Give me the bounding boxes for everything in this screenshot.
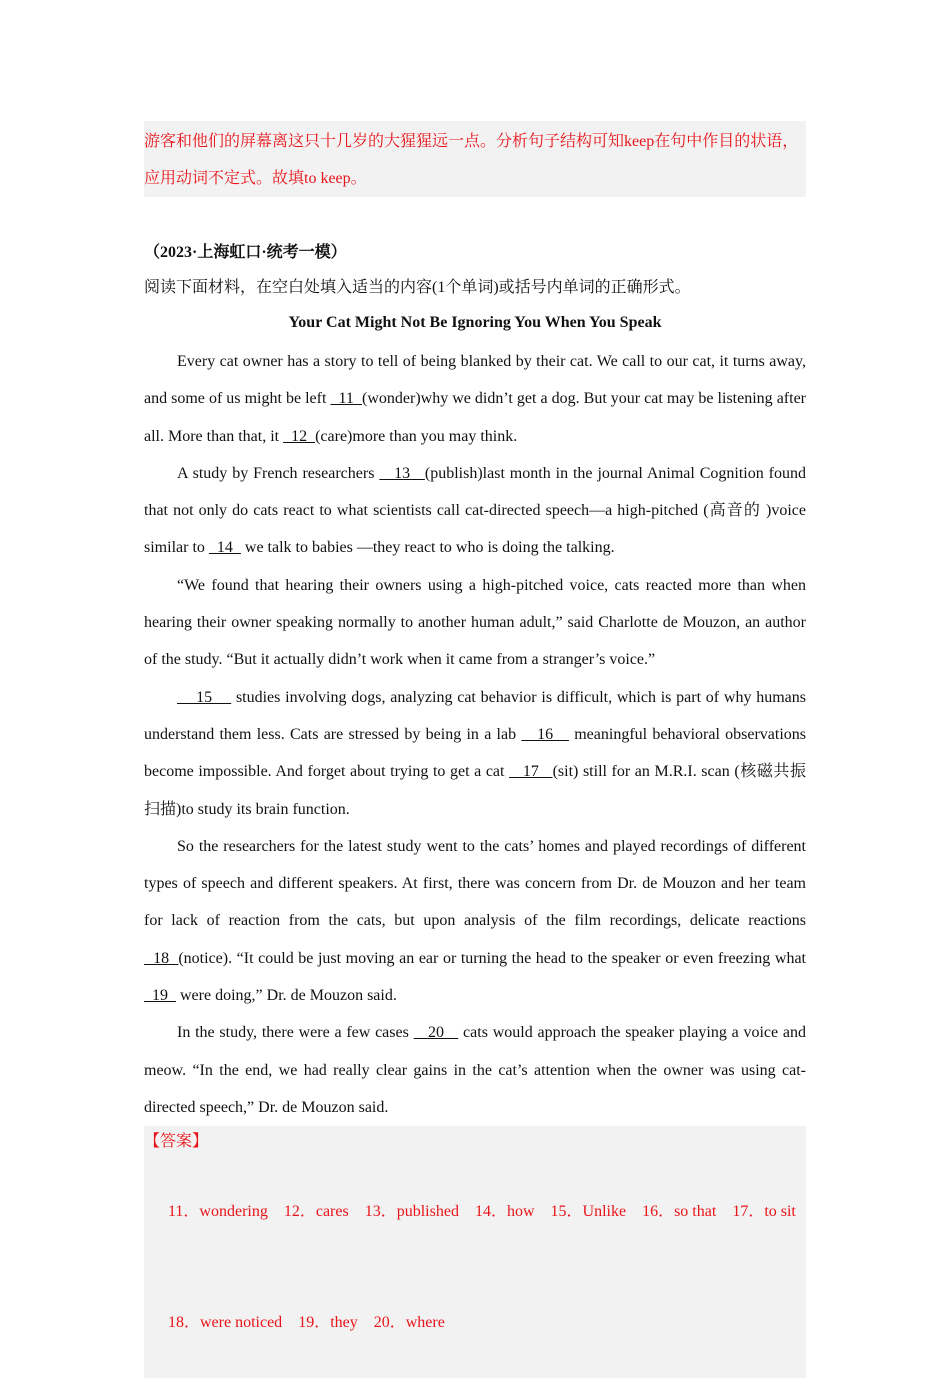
answer-label: 【答案】: [144, 1133, 209, 1151]
paragraph-3: “We found that hearing their owners using a high-pitched voice, cats reacted more than when hearing their owner speaking normally to another human adult,” said Charlotte de Mouzon, an author of the study. “But it actually didn’t work when it came from a stranger’s voice.”: [144, 576, 806, 669]
answer-17: 17．to sit: [732, 1203, 796, 1221]
blank-15: 15: [177, 688, 232, 706]
answer-19: 19．they: [298, 1314, 358, 1332]
answer-15: 15．Unlike: [550, 1203, 627, 1221]
blank-11: 11: [330, 390, 362, 408]
answer-18: 18．were noticed: [168, 1314, 283, 1332]
answer-line-1: [144, 1156, 806, 1267]
answer-16: 16．so that: [642, 1203, 717, 1221]
blank-17: 17: [509, 763, 553, 781]
blank-12: 12: [283, 427, 316, 445]
paragraph-4: 15 studies involving dogs, analyzing cat behavior is difficult, which is part of why humans understand them less. Cats are stressed by being in a lab 16 meaningful behavioral observations become impossible. And forget about trying to get a cat 17 (sit) still for an M.R.I. scan (核磁共振扫描)to study its brain function.: [144, 688, 807, 818]
answer-block: [144, 1126, 806, 1378]
paragraph-2: A study by French researchers 13 (publish)last month in the journal Animal Cognition found that not only do cats react to what scientists call cat-directed speech—a high-pitched (高音的 )voice similar to 14 we talk to babies —they react to who is doing the talking.: [144, 464, 807, 557]
blank-16: 16: [521, 725, 569, 743]
instructions: 阅读下面材料，在空白处填入适当的内容(1个单词)或括号内单词的正确形式。: [144, 279, 691, 296]
paragraph-1: Every cat owner has a story to tell of being blanked by their cat. We call to our cat, it turns away, and some of us might be left 11 (wonder)why we didn’t get a dog. But your cat may be listening after all. More than that, it 12 (care)more than you may think.: [144, 353, 807, 445]
paragraph-5: So the researchers for the latest study went to the cats’ homes and played recordings of different types of speech and different speakers. At first, there was concern from Dr. de Mouzon and her team for lack of reaction from the cats, but upon analysis of the film recordings, delicate reactions 18 (notice). “It could be just moving an ear or turning the head to the speaker or even freezing what 19 were doing,” Dr. de Mouzon said.: [144, 837, 806, 1005]
blank-14: 14: [208, 539, 241, 557]
previous-answer-explanation: 游客和他们的屏幕离这只十几岁的大猩猩远一点。分析句子结构可知keep在句中作目的状语，应用动词不定式。故填to keep。: [144, 121, 806, 197]
blank-13: 13: [379, 464, 425, 482]
blank-18: 18: [144, 949, 179, 967]
passage-title: Your Cat Might Not Be Ignoring You When You Speak: [288, 314, 662, 331]
answer-11: 11．wondering: [168, 1203, 268, 1221]
answer-13: 13．published: [364, 1203, 459, 1221]
blank-19: 19: [144, 987, 176, 1005]
answer-line-2: [144, 1267, 806, 1378]
paragraph-6: In the study, there were a few cases 20 cats would approach the speaker playing a voice and meow. “In the end, we had really clear gains in the cat’s attention when the owner was using cat-directed speech,” Dr. de Mouzon said.: [144, 1024, 807, 1116]
blank-20: 20: [413, 1024, 459, 1042]
document-page: [144, 121, 806, 1378]
answer-12: 12．cares: [283, 1203, 349, 1221]
answer-20: 20．where: [373, 1314, 445, 1332]
question-source: （2023·上海虹口·统考一模）: [144, 244, 347, 261]
answer-14: 14．how: [474, 1203, 535, 1221]
